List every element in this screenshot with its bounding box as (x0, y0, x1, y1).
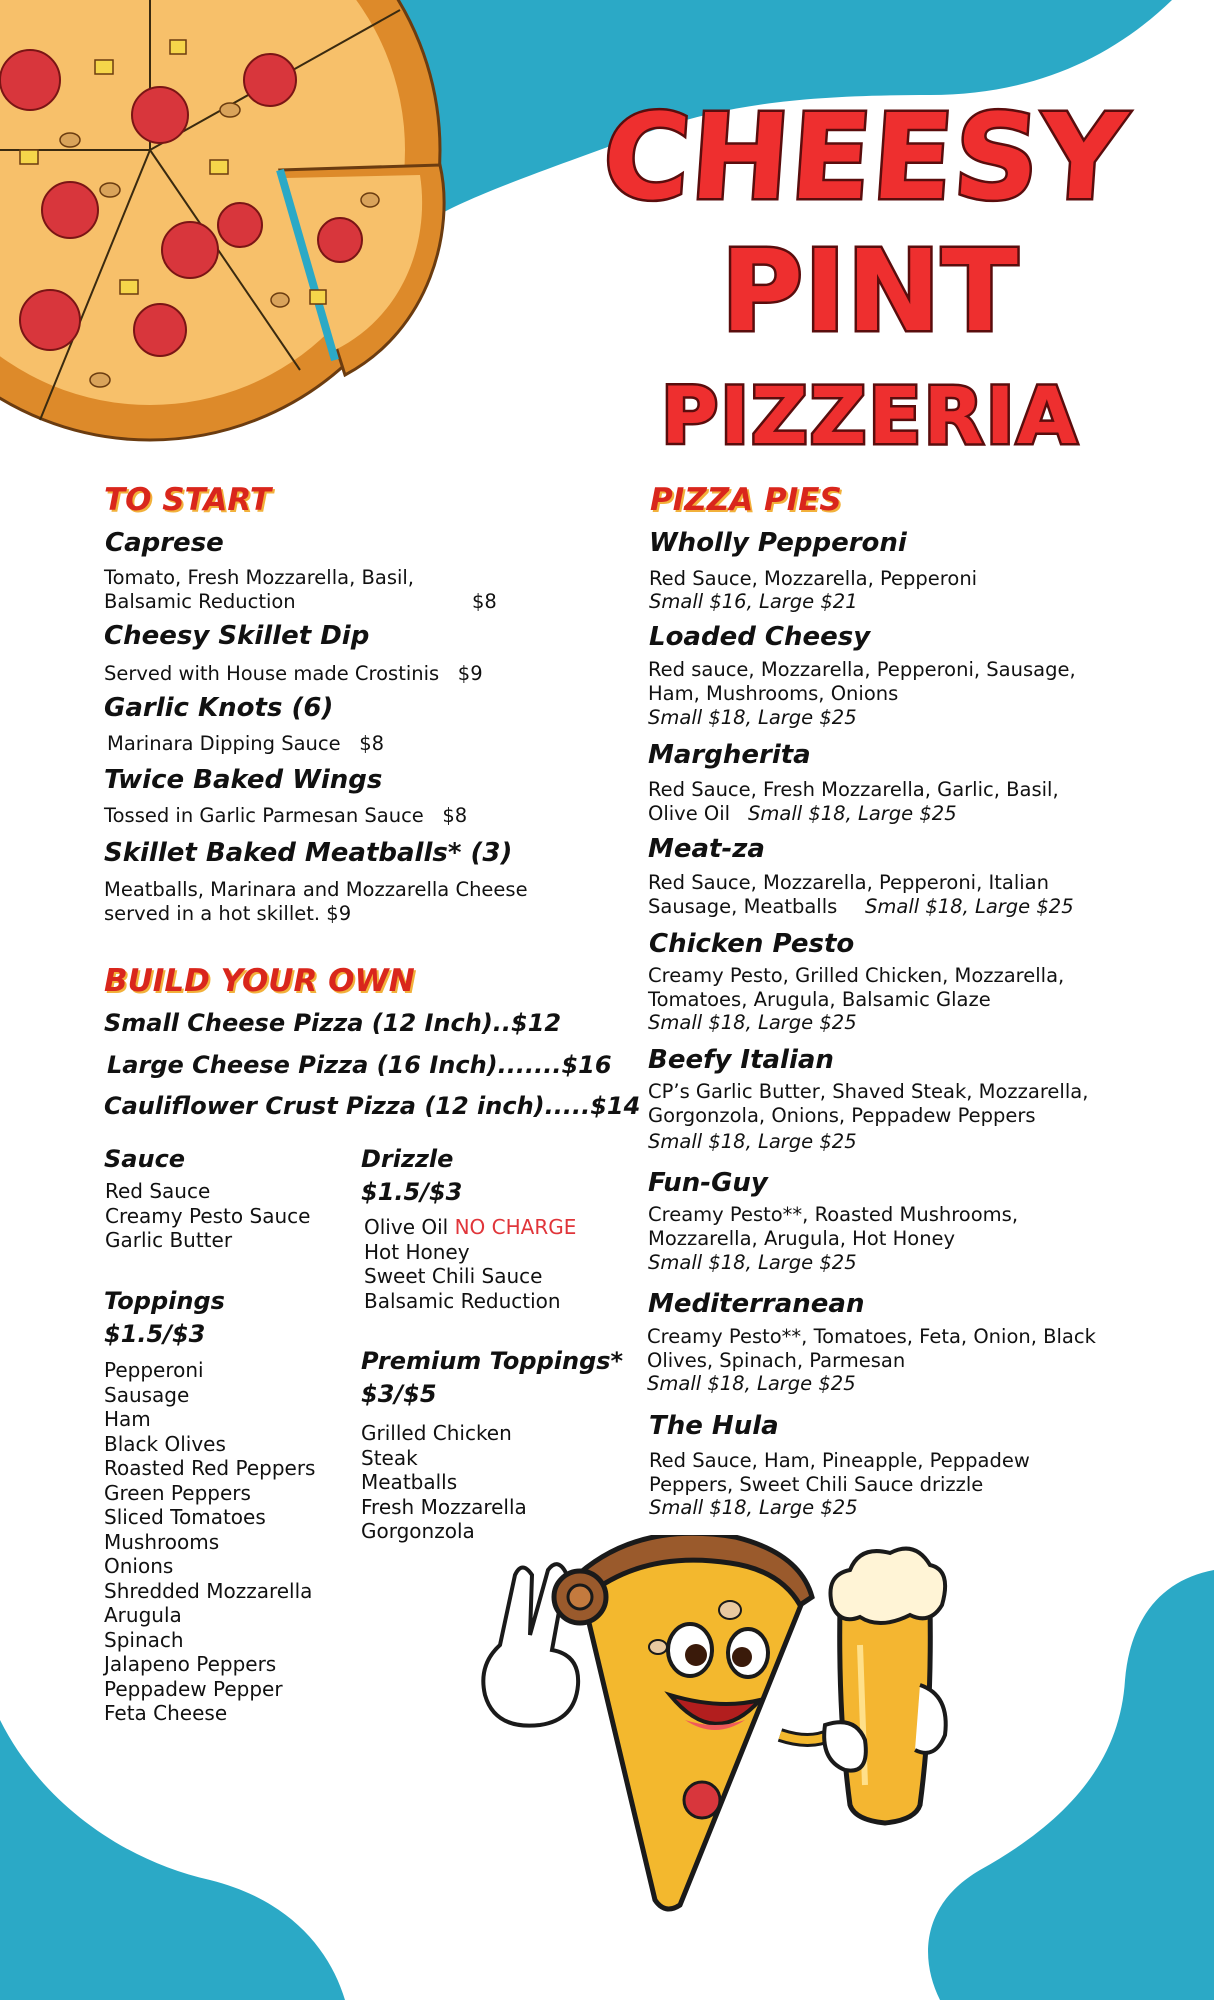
list-item: Shredded Mozzarella (104, 1578, 313, 1603)
drizzle-heading: Drizzle (361, 1145, 454, 1173)
list-item: Mushrooms (104, 1529, 220, 1554)
item-twice-baked-wings-desc: Tossed in Garlic Parmesan Sauce $8 (104, 804, 468, 827)
pie-meat-za-price: Small $18, Large $25 (865, 895, 1074, 918)
pie-loaded-cheesy-desc: Red sauce, Mozzarella, Pepperoni, Sausage, Ham, Mushrooms, Onions (648, 658, 1076, 705)
pie-beefy-italian-price: Small $18, Large $25 (648, 1130, 857, 1153)
pizza-mascot-illustration (460, 1535, 980, 1915)
section-pizza-pies-heading: PIZZA PIES (650, 482, 842, 518)
pie-chicken-pesto-name: Chicken Pesto (649, 929, 855, 959)
list-item: Ham (104, 1407, 151, 1431)
pie-mediterranean-desc: Creamy Pesto**, Tomatoes, Feta, Onion, Black Olives, Spinach, Parmesan (647, 1325, 1096, 1372)
pie-fun-guy-name: Fun-Guy (648, 1168, 768, 1198)
list-item: Sausage (104, 1382, 190, 1407)
sauce-heading: Sauce (104, 1145, 186, 1173)
drizzle-list (364, 1215, 576, 1313)
brand-title-line2: PINT (721, 227, 1019, 357)
list-item: Jalapeno Peppers (104, 1652, 277, 1676)
list-item: Feta Cheese (104, 1701, 228, 1725)
toppings-list (104, 1358, 315, 1726)
item-garlic-knots-name: Garlic Knots (6) (104, 693, 334, 723)
drizzle-olive-oil: Olive Oil (364, 1215, 449, 1239)
list-item: Creamy Pesto Sauce (105, 1203, 311, 1228)
pie-chicken-pesto-price: Small $18, Large $25 (648, 1011, 857, 1034)
list-item: Balsamic Reduction (364, 1288, 561, 1313)
build-small-cheese: Small Cheese Pizza (12 Inch)..$12 (104, 1009, 562, 1037)
pie-margherita-desc: Red Sauce, Fresh Mozzarella, Garlic, Basil, Olive Oil (648, 778, 1059, 825)
pie-loaded-cheesy-name: Loaded Cheesy (649, 622, 871, 652)
pie-the-hula-desc: Red Sauce, Ham, Pineapple, Peppadew Peppers, Sweet Chili Sauce drizzle (649, 1449, 1030, 1496)
list-item: Sliced Tomatoes (104, 1505, 266, 1529)
pie-margherita-name: Margherita (648, 740, 811, 770)
item-skillet-meatballs-name: Skillet Baked Meatballs* (3) (104, 838, 513, 868)
list-item: Spinach (104, 1627, 184, 1652)
pie-wholly-pepperoni-desc: Red Sauce, Mozzarella, Pepperoni (649, 567, 978, 590)
premium-list (361, 1421, 527, 1544)
pie-wholly-pepperoni-name: Wholly Pepperoni (649, 528, 907, 558)
list-item: Pepperoni (104, 1358, 204, 1382)
pie-beefy-italian-name: Beefy Italian (648, 1045, 834, 1075)
list-item (364, 1215, 576, 1240)
item-cheesy-skillet-dip-name: Cheesy Skillet Dip (104, 621, 370, 651)
pie-the-hula-price: Small $18, Large $25 (649, 1496, 858, 1519)
pie-fun-guy-price: Small $18, Large $25 (648, 1251, 857, 1274)
item-caprese-price: $8 (472, 590, 497, 613)
beer-glass-icon (830, 1549, 945, 1823)
pie-fun-guy-desc: Creamy Pesto**, Roasted Mushrooms, Mozzarella, Arugula, Hot Honey (648, 1203, 1019, 1250)
premium-heading: Premium Toppings* (361, 1347, 624, 1375)
list-item: Black Olives (104, 1431, 226, 1456)
toppings-price: $1.5/$3 (104, 1320, 206, 1348)
toppings-heading: Toppings (104, 1287, 225, 1315)
pie-beefy-italian-desc: CP’s Garlic Butter, Shaved Steak, Mozzarella, Gorgonzola, Onions, Peppadew Peppers (648, 1080, 1089, 1127)
no-charge-badge: NO CHARGE (454, 1215, 577, 1239)
list-item: Sweet Chili Sauce (364, 1264, 543, 1288)
item-garlic-knots-desc: Marinara Dipping Sauce $8 (107, 732, 385, 755)
list-item: Gorgonzola (361, 1519, 475, 1543)
list-item: Onions (104, 1554, 174, 1578)
section-to-start-heading: TO START (104, 482, 271, 518)
section-build-your-own-heading: BUILD YOUR OWN (104, 963, 415, 999)
list-item: Steak (361, 1445, 418, 1470)
bottom-left-blob (0, 1720, 345, 2000)
pie-chicken-pesto-desc: Creamy Pesto, Grilled Chicken, Mozzarella, Tomatoes, Arugula, Balsamic Glaze (648, 964, 1065, 1011)
pie-margherita-price: Small $18, Large $25 (748, 802, 957, 825)
item-skillet-meatballs-desc: Meatballs, Marinara and Mozzarella Cheese served in a hot skillet. $9 (104, 878, 528, 925)
item-twice-baked-wings-name: Twice Baked Wings (104, 765, 383, 795)
pie-mediterranean-price: Small $18, Large $25 (647, 1372, 856, 1395)
list-item: Green Peppers (104, 1480, 251, 1505)
list-item: Roasted Red Peppers (104, 1456, 316, 1480)
list-item: Grilled Chicken (361, 1421, 512, 1445)
list-item: Fresh Mozzarella (361, 1494, 527, 1519)
list-item: Arugula (104, 1603, 182, 1627)
list-item: Meatballs (361, 1470, 458, 1494)
drizzle-price: $1.5/$3 (361, 1178, 463, 1206)
pizza-illustration (0, 0, 460, 445)
list-item: Peppadew Pepper (104, 1676, 283, 1701)
brand-title-line1: CHEESY (598, 88, 1132, 226)
list-item: Garlic Butter (105, 1228, 233, 1252)
list-item: Red Sauce (105, 1179, 211, 1203)
build-cauliflower: Cauliflower Crust Pizza (12 inch).....$14 (104, 1092, 641, 1120)
sauce-list (105, 1179, 310, 1253)
pie-mediterranean-name: Mediterranean (648, 1289, 865, 1319)
pie-wholly-pepperoni-price: Small $16, Large $21 (649, 590, 858, 613)
premium-price: $3/$5 (361, 1380, 437, 1408)
build-large-cheese: Large Cheese Pizza (16 Inch).......$16 (107, 1051, 612, 1079)
brand-title-line3: PIZZERIA (660, 372, 1080, 462)
list-item: Hot Honey (364, 1239, 470, 1264)
item-caprese-name: Caprese (105, 528, 224, 558)
pie-meat-za-desc: Red Sauce, Mozzarella, Pepperoni, Italian Sausage, Meatballs (648, 871, 1049, 918)
pie-loaded-cheesy-price: Small $18, Large $25 (648, 706, 857, 729)
item-cheesy-skillet-dip-desc: Served with House made Crostinis $9 (104, 662, 483, 685)
item-caprese-desc: Tomato, Fresh Mozzarella, Basil, Balsamic Reduction (104, 566, 415, 613)
pie-the-hula-name: The Hula (649, 1411, 779, 1441)
pie-meat-za-name: Meat-za (648, 834, 765, 864)
